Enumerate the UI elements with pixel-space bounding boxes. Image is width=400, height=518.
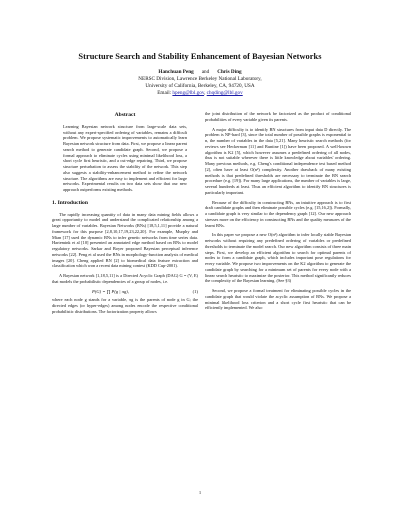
author-name: Chris Ding bbox=[217, 69, 242, 75]
left-column bbox=[52, 111, 198, 319]
equation-number: (1) bbox=[192, 288, 198, 294]
paragraph: where each node g stands for a variable, πg is the parents of node g in G; the directed edges (or hyper-edges) among nodes encode the respective conditional probabilistic distributions. The factorization property allows bbox=[52, 297, 198, 314]
author-conjunction: and bbox=[201, 69, 210, 75]
paragraph: The rapidly increasing quantity of data in many data mining fields allows a great opportunity to model and understand the complicated relationship among a large number of variables. Bayesian Networks (BNs) [18,5,1,11] provide a natural framework for this purpose [2,8,10,17,19,23,22,20]. For example, Murphy and Mian [17] used the dynamic BNs to infer genetic networks from time series data. Hartemink et al [10] presented an annotated edge method based on BNs to model regulatory networks. Sarkar and Boyer proposed Bayesian perceptual inference networks [22]. Peng et al used the BNs in morphology-function analysis of medical images [20]. Cheng applied BN [2] to biomedical data feature extraction and classification which won a recent data mining contest (KDD Cup-2001). bbox=[52, 211, 198, 269]
email-label: Email: bbox=[157, 90, 172, 96]
paragraph: A major difficulty is to identify BN structures from input data D directly. The problem is NP-hard [3], since the total number of possible graphs is exponential to n, the number of variables in the data [5,21]. Many heuristic search methods (for reviews see Heckerman [11] and Buntine [1]) have been proposed. A well-known algorithm is K2 [5], which however assumes a predefined ordering of all nodes, thus is not suitable wherever there is little knowledge about variables' ordering. Many previous methods, e.g. Cheng's conditional independence test based method [2], often have at least O(n²) complexity. Another drawback of many existing methods is that predefined thresholds are necessary to terminate the BN search procedure (e.g. [19]). For many large applications, the number of variables is large, several hundreds at least. Thus an efficient algorithm to identify BN structures is particularly important. bbox=[205, 126, 351, 195]
author-names bbox=[0, 69, 400, 76]
paragraph: A Bayesian network [1,18,5,11] is a Directed Acyclic Graph (DAG) G = (V, E) that models the probabilistic dependencies of a group of nodes, i.e. bbox=[52, 273, 198, 284]
equation bbox=[52, 289, 198, 295]
abstract-section bbox=[52, 113, 198, 193]
page-number: 1 bbox=[198, 490, 202, 495]
author-name: Hanchuan Peng bbox=[158, 69, 194, 75]
affiliation-line: University of California, Berkeley, CA, 94720, USA bbox=[145, 83, 255, 89]
email-link[interactable]: chqding@lbl.gov bbox=[206, 90, 243, 96]
paragraph: the joint distribution of the network be factorized as the product of conditional probabilities of every variable given its parents. bbox=[205, 111, 351, 122]
abstract-heading: Abstract bbox=[114, 112, 136, 118]
right-column bbox=[205, 111, 351, 315]
paragraph: Second, we propose a formal treatment for eliminating possible cycles in the candidate graph that would violate the acyclic assumption of BNs. We propose a minimal likelihood loss criterion and a short cycle first heuristic that can be efficiently implemented. We also bbox=[205, 288, 351, 311]
section-heading: 1. Introduction bbox=[52, 199, 88, 206]
email-separator: , bbox=[204, 90, 206, 96]
paper-title: Structure Search and Stability Enhancement of Bayesian Networks bbox=[78, 52, 322, 61]
paragraph: Because of the difficulty in constructing BNs, an intuitive approach is to first draft candidate graphs and then eliminate possible cycles (e.g. [15,16,2]). Formally, a candidate graph is very similar to the dependency graph [12]. Our new approach stresses more on the efficiency in constructing BNs and the quality measures of the learnt BNs. bbox=[205, 199, 351, 228]
email-link[interactable]: hpeng@lbl.gov bbox=[172, 90, 205, 96]
affiliation-line: NERSC Division, Lawrence Berkeley National Laboratory, bbox=[138, 76, 262, 82]
paragraph: In this paper we propose a new O(n²) algorithm to infer locally stable Bayesian networks without requiring any predefined ordering of variables or predefined thresholds to terminate the model search. Our new algorithm consists of three main steps. First, we develop an efficient algorithm to search for optimal parents of nodes to form a candidate graph, which includes important pose regulations for every variable. We propose two improvements on the K2 algorithm to generate the candidate graph by searching for a minimum set of parents for every node with a linear search heuristic to maximize the posterior. This method significantly reduces the complexity of the Bayesian learning. (See §3) bbox=[205, 232, 351, 284]
abstract-text: Learning Bayesian network structure from large-scale data sets, without any expert-specified ordering of variables, remains a difficult problem. We propose systematic improvements to automatically learn Bayesian network structure from data. First, we propose a linear parent search method to generate candidate graph. Second, we propose a formal approach to eliminate cycles using minimal likelihood loss, a short cycle first heuristic, and a cut-edge repairing. Third, we propose structure perturbation to assess the stability of the network. This step also suggests a stability-enhancement method to refine the network structure. The algorithms are easy to implement and efficient for large networks. Experimental results on two data sets show that our new approach outperforms existing methods. bbox=[63, 123, 187, 192]
author-block bbox=[0, 69, 400, 97]
equation-body: P(G) = ∏ P(g | πg), bbox=[92, 288, 129, 294]
email-line bbox=[0, 90, 400, 97]
